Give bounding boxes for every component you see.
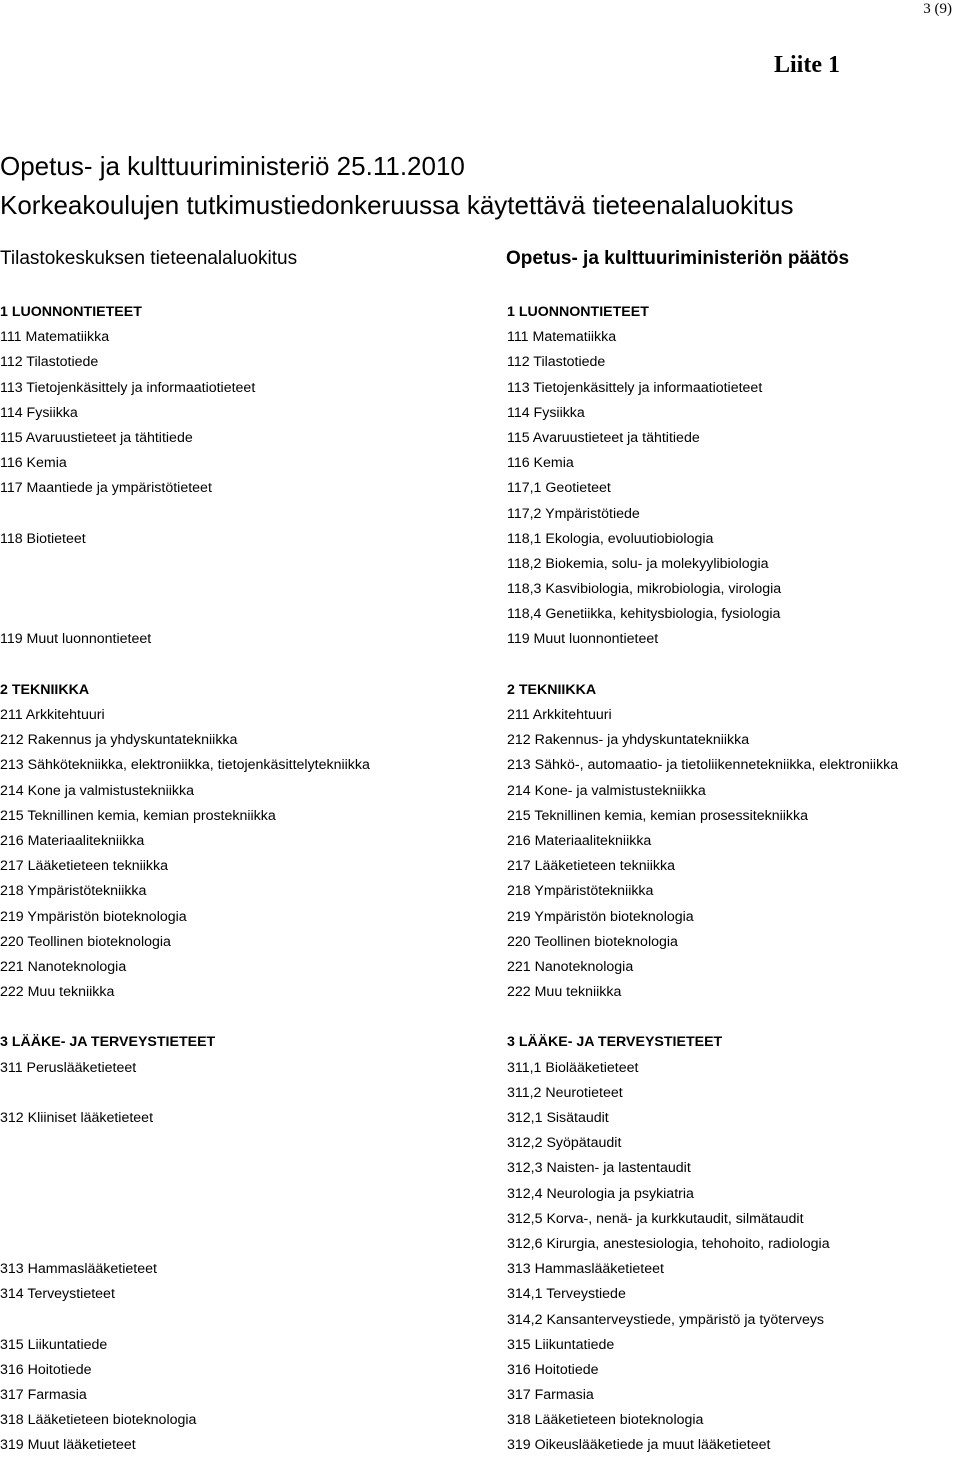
spacer bbox=[0, 1182, 370, 1207]
spacer bbox=[0, 602, 370, 627]
list-item: 118 Biotieteet bbox=[0, 530, 86, 547]
list-item: 211 Arkkitehtuuri bbox=[0, 707, 105, 723]
page-number: 3 (9) bbox=[923, 1, 952, 17]
list-item: 212 Rakennus ja yhdyskuntatekniikka bbox=[0, 732, 238, 749]
list-item: 221 Nanoteknologia bbox=[507, 958, 634, 975]
list-item: 313 Hammaslääketieteet bbox=[0, 1261, 157, 1278]
list-item: 222 Muu tekniikka bbox=[0, 984, 115, 1001]
list-item: 213 Sähkö-, automaatio- ja tietoliikennetekniikka, elektroniikka bbox=[507, 757, 899, 774]
spacer bbox=[0, 1207, 370, 1232]
list-item: 218 Ympäristötekniikka bbox=[0, 883, 147, 900]
spacer bbox=[0, 653, 370, 678]
list-item: 312,4 Neurologia ja psykiatria bbox=[507, 1185, 694, 1202]
list-item: 311,1 Biolääketieteet bbox=[507, 1059, 639, 1076]
list-item: 119 Muut luonnontieteet bbox=[507, 631, 659, 648]
right-classification-list bbox=[507, 300, 898, 1459]
list-item: 215 Teknillinen kemia, kemian prosessitekniikka bbox=[507, 807, 808, 824]
list-item: 212 Rakennus- ja yhdyskuntatekniikka bbox=[507, 732, 750, 749]
list-item: 221 Nanoteknologia bbox=[0, 958, 127, 975]
list-item: 118,1 Ekologia, evoluutiobiologia bbox=[507, 530, 714, 547]
list-item: 118,4 Genetiikka, kehitysbiologia, fysiologia bbox=[507, 606, 781, 623]
list-item: 219 Ympäristön bioteknologia bbox=[507, 908, 694, 925]
list-item: 117,2 Ympäristötiede bbox=[507, 505, 640, 522]
spacer bbox=[0, 1081, 370, 1106]
document-title-line-1: Opetus- ja kulttuuriministeriö 25.11.2010 bbox=[0, 151, 465, 181]
list-item: 319 Oikeuslääketiede ja muut lääketieteet bbox=[507, 1437, 771, 1454]
list-item: 214 Kone- ja valmistustekniikka bbox=[507, 782, 706, 799]
list-item: 115 Avaruustieteet ja tähtitiede bbox=[507, 429, 700, 446]
list-item: 315 Liikuntatiede bbox=[0, 1336, 108, 1353]
section-heading: 3 LÄÄKE- JA TERVEYSTIETEET bbox=[507, 1034, 723, 1051]
list-item: 312,1 Sisätaudit bbox=[507, 1110, 609, 1126]
list-item: 313 Hammaslääketieteet bbox=[507, 1261, 664, 1278]
list-item: 116 Kemia bbox=[507, 455, 574, 472]
list-item: 112 Tilastotiede bbox=[0, 354, 99, 371]
list-item: 222 Muu tekniikka bbox=[507, 984, 622, 1001]
list-item: 315 Liikuntatiede bbox=[507, 1336, 615, 1353]
list-item: 312,2 Syöpätaudit bbox=[507, 1135, 622, 1152]
list-item: 217 Lääketieteen tekniikka bbox=[0, 858, 169, 875]
section-heading: 3 LÄÄKE- JA TERVEYSTIETEET bbox=[0, 1034, 216, 1051]
spacer bbox=[0, 502, 370, 527]
list-item: 316 Hoitotiede bbox=[0, 1361, 92, 1378]
section-heading: 2 TEKNIIKKA bbox=[507, 681, 597, 698]
spacer bbox=[0, 577, 370, 602]
list-item: 111 Matematiikka bbox=[507, 329, 617, 346]
section-heading: 1 LUONNONTIETEET bbox=[0, 304, 142, 320]
list-item: 318 Lääketieteen bioteknologia bbox=[507, 1412, 704, 1429]
list-item: 219 Ympäristön bioteknologia bbox=[0, 908, 187, 925]
spacer bbox=[0, 1232, 370, 1257]
list-item: 213 Sähkötekniikka, elektroniikka, tietojenkäsittelytekniikka bbox=[0, 757, 370, 774]
list-item: 220 Teollinen bioteknologia bbox=[0, 933, 171, 950]
right-column-heading: Opetus- ja kulttuuriministeriön päätös bbox=[506, 248, 850, 269]
left-classification-list bbox=[0, 300, 370, 1459]
list-item: 114 Fysiikka bbox=[0, 404, 78, 421]
list-item: 216 Materiaalitekniikka bbox=[0, 832, 145, 849]
list-item: 211 Arkkitehtuuri bbox=[507, 707, 612, 723]
list-item: 316 Hoitotiede bbox=[507, 1361, 599, 1378]
list-item: 317 Farmasia bbox=[507, 1387, 594, 1404]
list-item: 113 Tietojenkäsittely ja informaatiotieteet bbox=[0, 379, 256, 396]
list-item: 114 Fysiikka bbox=[507, 404, 585, 421]
list-item: 216 Materiaalitekniikka bbox=[507, 832, 652, 849]
spacer bbox=[0, 1308, 370, 1333]
spacer bbox=[0, 1131, 370, 1156]
appendix-label: Liite 1 bbox=[774, 52, 840, 78]
list-item: 117 Maantiede ja ympäristötieteet bbox=[0, 480, 212, 497]
spacer bbox=[507, 1005, 898, 1030]
list-item: 117,1 Geotieteet bbox=[507, 480, 611, 497]
list-item: 113 Tietojenkäsittely ja informaatiotieteet bbox=[507, 379, 763, 396]
left-column-heading: Tilastokeskuksen tieteenalaluokitus bbox=[0, 248, 298, 269]
list-item: 311,2 Neurotieteet bbox=[507, 1084, 623, 1101]
section-heading: 1 LUONNONTIETEET bbox=[507, 304, 649, 320]
list-item: 312 Kliiniset lääketieteet bbox=[0, 1110, 154, 1126]
list-item: 314,1 Terveystiede bbox=[507, 1286, 626, 1303]
list-item: 218 Ympäristötekniikka bbox=[507, 883, 654, 900]
list-item: 312,5 Korva-, nenä- ja kurkkutaudit, silmätaudit bbox=[507, 1210, 804, 1227]
list-item: 217 Lääketieteen tekniikka bbox=[507, 858, 676, 875]
spacer bbox=[0, 1005, 370, 1030]
list-item: 312,3 Naisten- ja lastentaudit bbox=[507, 1160, 691, 1177]
spacer bbox=[0, 552, 370, 577]
document-title-line-2: Korkeakoulujen tutkimustiedonkeruussa käytettävä tieteenalaluokitus bbox=[0, 190, 794, 220]
section-heading: 2 TEKNIIKKA bbox=[0, 681, 90, 698]
list-item: 311 Peruslääketieteet bbox=[0, 1059, 137, 1076]
list-item: 118,3 Kasvibiologia, mikrobiologia, virologia bbox=[507, 581, 782, 598]
list-item: 314 Terveystieteet bbox=[0, 1286, 115, 1303]
list-item: 317 Farmasia bbox=[0, 1387, 87, 1404]
list-item: 111 Matematiikka bbox=[0, 329, 110, 346]
list-item: 314,2 Kansanterveystiede, ympäristö ja työterveys bbox=[507, 1311, 825, 1328]
list-item: 318 Lääketieteen bioteknologia bbox=[0, 1412, 197, 1429]
spacer bbox=[507, 653, 898, 678]
list-item: 319 Muut lääketieteet bbox=[0, 1437, 136, 1454]
list-item: 118,2 Biokemia, solu- ja molekyylibiologia bbox=[507, 555, 769, 572]
list-item: 112 Tilastotiede bbox=[507, 354, 606, 371]
list-item: 220 Teollinen bioteknologia bbox=[507, 933, 678, 950]
list-item: 215 Teknillinen kemia, kemian prostekniikka bbox=[0, 807, 276, 824]
list-item: 119 Muut luonnontieteet bbox=[0, 631, 152, 648]
list-item: 116 Kemia bbox=[0, 455, 67, 472]
list-item: 115 Avaruustieteet ja tähtitiede bbox=[0, 429, 193, 446]
spacer bbox=[0, 1156, 370, 1181]
list-item: 214 Kone ja valmistustekniikka bbox=[0, 782, 194, 799]
list-item: 312,6 Kirurgia, anestesiologia, tehohoito, radiologia bbox=[507, 1235, 830, 1252]
